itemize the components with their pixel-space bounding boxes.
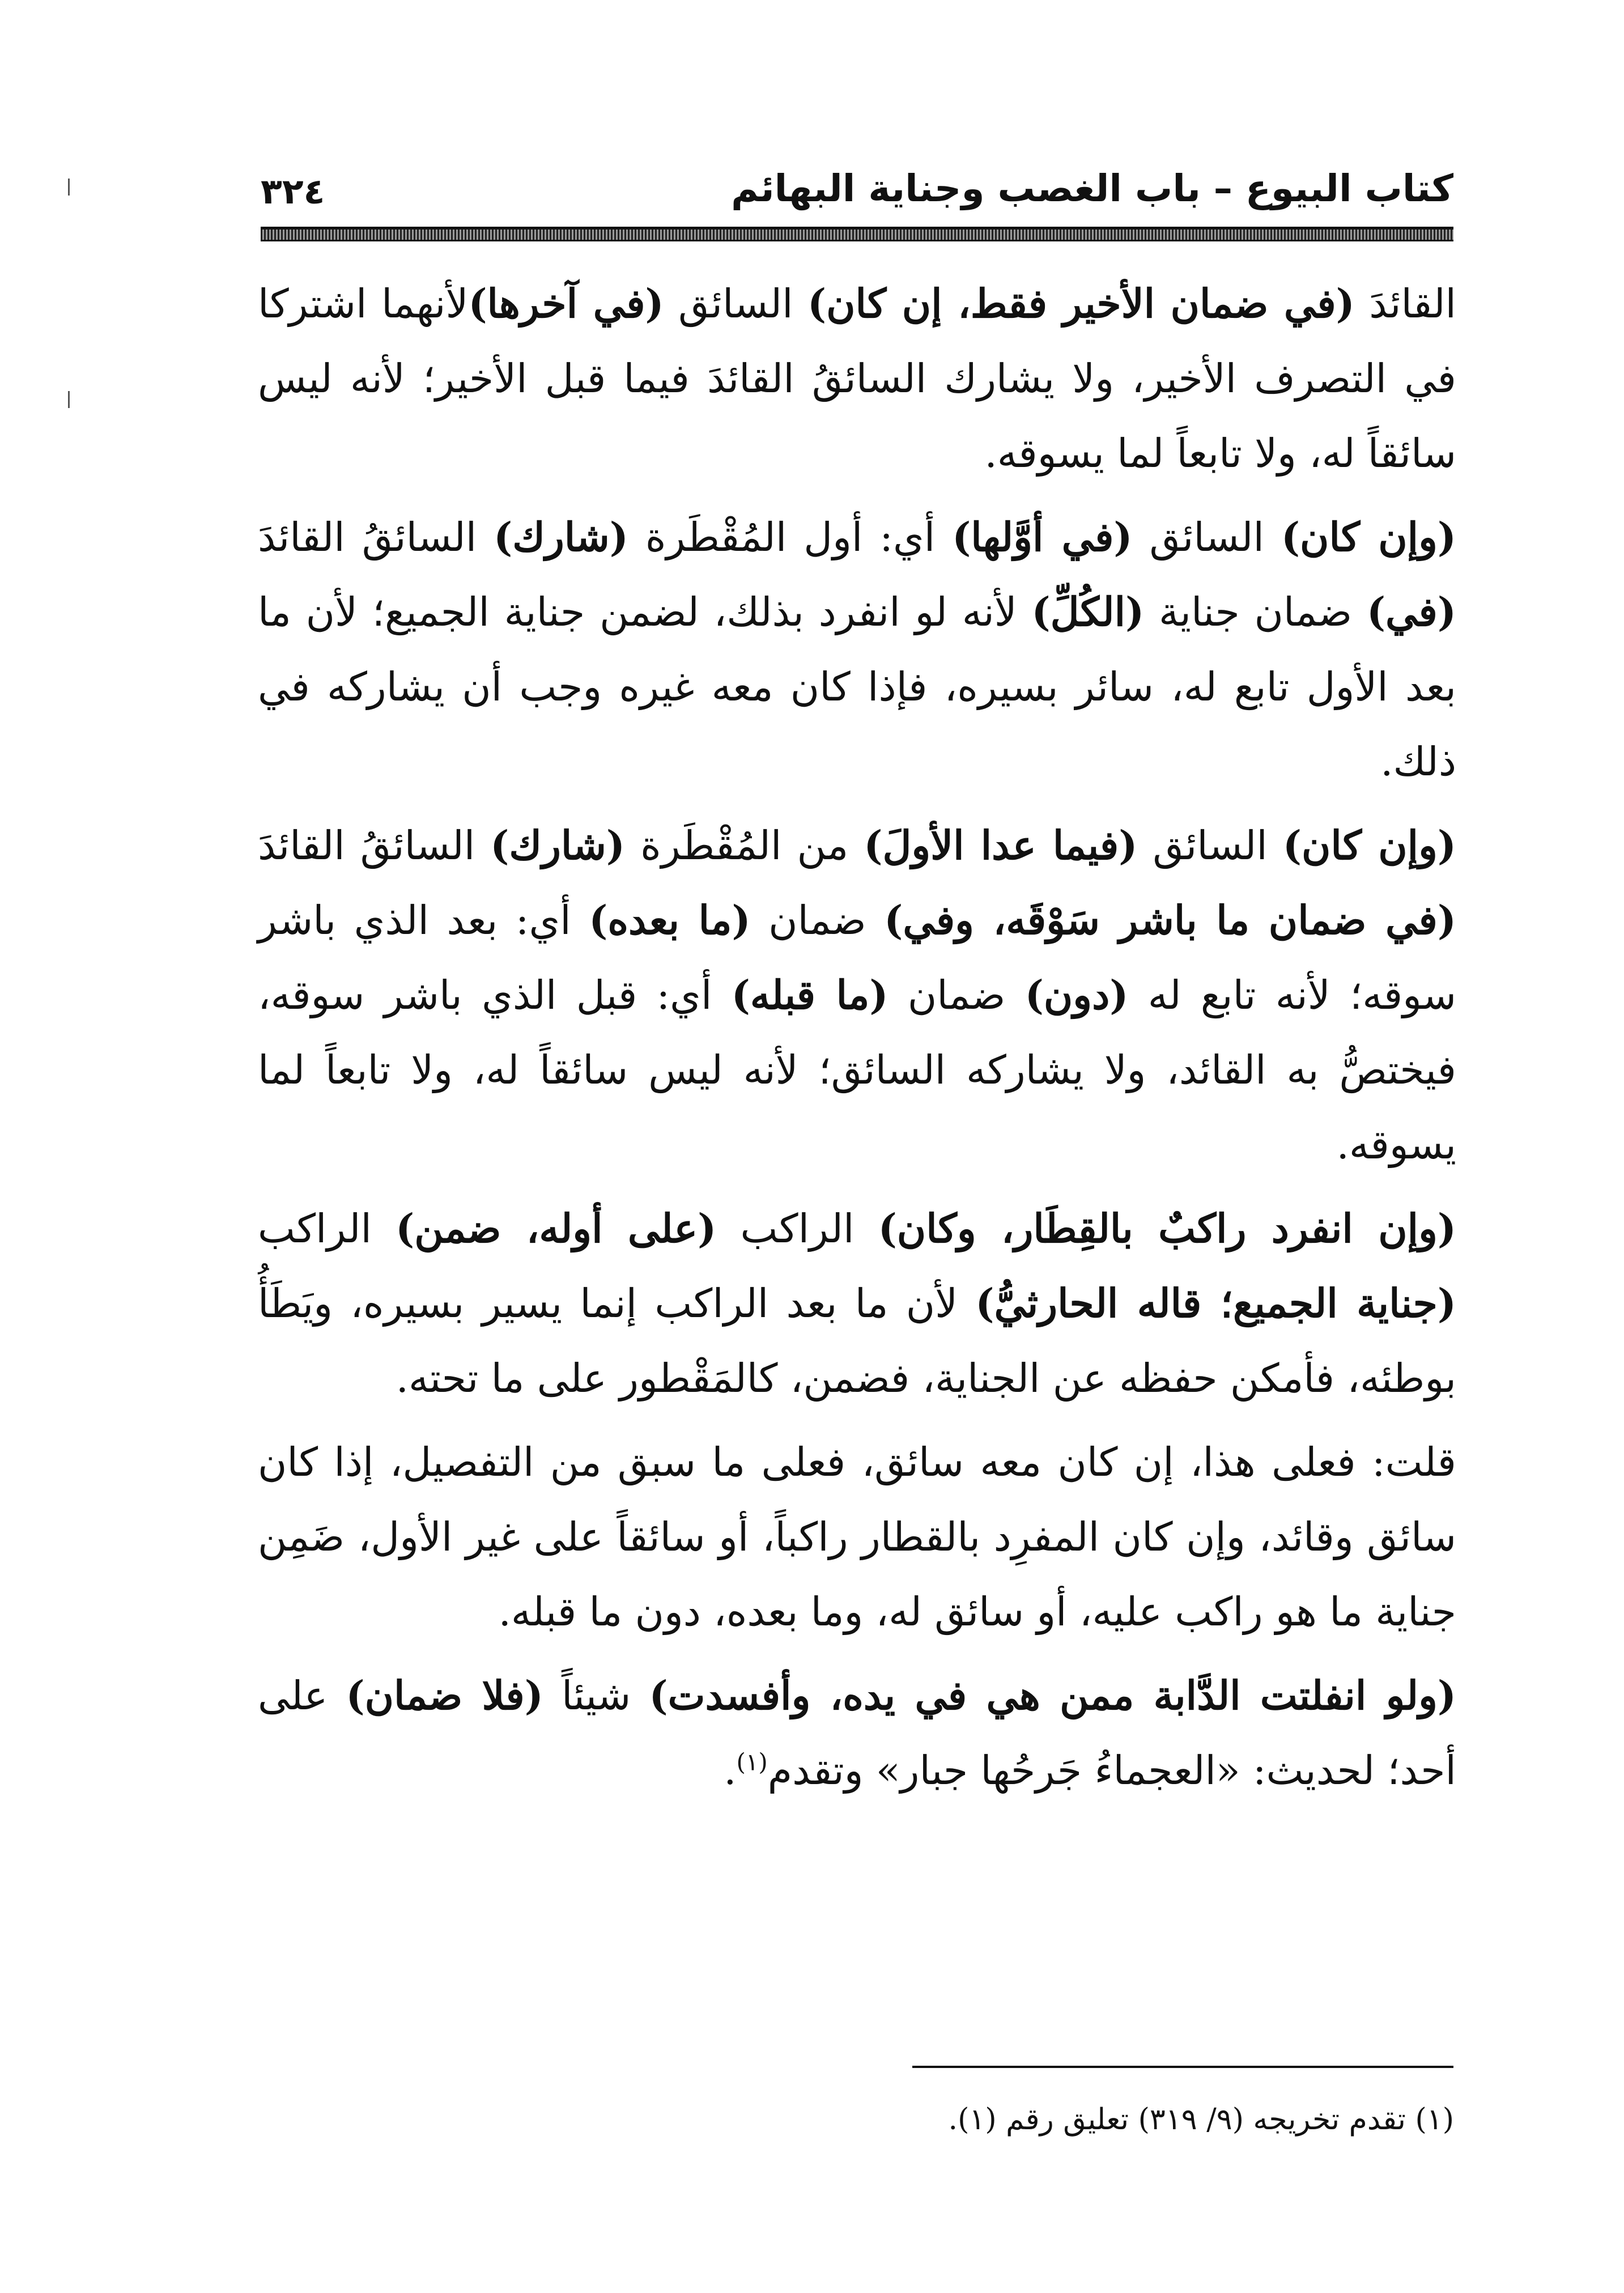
matn-text: (وإن انفرد راكبٌ بالقِطَار، وكان) [878, 1205, 1457, 1252]
matn-text: (في) [1366, 588, 1456, 635]
matn-text: (الكُلِّ) [1031, 588, 1145, 635]
page-number: ٣٢٤ [261, 171, 325, 212]
sharh-text: القائدَ [1354, 281, 1456, 327]
sharh-text: شيئاً [543, 1672, 649, 1719]
sharh-text: ضمان جناية [1144, 589, 1367, 635]
footnote: (١) تقدم تخريجه (٩/ ٣١٩) تعليق رقم (١). [948, 2103, 1454, 2137]
paragraph [258, 1191, 1456, 1416]
matn-text: (وإن كان) [1282, 822, 1457, 869]
matn-text: (في آخرها) [468, 280, 664, 327]
sharh-text: الراكب [258, 1205, 396, 1252]
paragraph [258, 500, 1456, 799]
paragraph [258, 1425, 1456, 1649]
matn-text: (في ضمان ما باشر سَوْقَه، وفي) [884, 897, 1456, 944]
sharh-text: السائق [664, 281, 807, 327]
sharh-text: الراكب [716, 1205, 878, 1252]
sharh-text: ضمان [750, 897, 885, 944]
matn-text: (شارك) [490, 822, 626, 869]
body-text [258, 266, 1456, 1817]
sharh-text: على أحد؛ لحديث: «العجماءُ جَرحُها جبار» وتقدم [258, 1672, 1456, 1794]
sharh-text: السائق [1137, 822, 1283, 869]
matn-text: (في أوَّلها) [952, 513, 1133, 560]
sharh-text: السائقُ القائدَ [258, 514, 494, 560]
matn-text: (على أوله، ضمن) [396, 1205, 717, 1252]
footnote-rule [912, 2066, 1453, 2068]
sharh-text: ضمان [888, 972, 1025, 1018]
paragraph [258, 808, 1456, 1182]
paragraph [258, 1658, 1456, 1808]
matn-text: (وإن كان) [1281, 513, 1457, 560]
footnote-reference: (١) [736, 1748, 768, 1776]
matn-text: (ما بعده) [589, 897, 751, 944]
paragraph [258, 266, 1456, 491]
sharh-text: السائقُ القائدَ [258, 822, 491, 869]
matn-text: (ولو انفلتت الدَّابة ممن هي في يده، وأفسدت) [649, 1672, 1456, 1719]
sharh-text: أي: بعد الذي باشر سوقه؛ لأنه تابع له [258, 897, 1456, 1018]
matn-text: (فيما عدا الأولَ) [864, 822, 1138, 869]
sharh-text: . [724, 1747, 737, 1794]
sharh-text: السائق [1132, 514, 1281, 560]
matn-text: (ما قبله) [731, 971, 888, 1018]
matn-text: (في ضمان الأخير فقط، إن كان) [807, 280, 1355, 327]
sharh-text: لأن ما بعد الراكب إنما يسير بسيره، ويَطَأُ بوطئه، فأمكن حفظه عن الجناية، فضمن، كالمَقْطور على ما تحته. [258, 1280, 1456, 1402]
matn-text: (جناية الجميع؛ قاله الحارثيُّ) [975, 1280, 1456, 1327]
matn-text: (فلا ضمان) [346, 1672, 543, 1719]
header-rule [261, 227, 1453, 241]
matn-text: (شارك) [494, 513, 628, 560]
sharh-text: أي: قبل الذي باشر سوقه، فيختصُّ به القائد، ولا يشاركه السائق؛ لأنه ليس سائقاً له، ولا تابعاً لما يسوقه. [258, 972, 1456, 1168]
sharh-text: أي: أول المُقْطَرة [628, 514, 953, 560]
margin-mark [68, 179, 70, 196]
sharh-text: قلت: فعلى هذا، إن كان معه سائق، فعلى ما سبق من التفصيل، إذا كان سائق وقائد، وإن كان المفرِد بالقطار راكباً، أو سائقاً على غير الأول، ضَمِن جناية ما هو راكب عليه، أو سائق له، وما بعده، دون ما قبله. [258, 1439, 1456, 1635]
sharh-text: من المُقْطَرة [625, 822, 864, 869]
sharh-text: لأنهما اشتركا في التصرف الأخير، ولا يشارك السائقُ القائدَ فيما قبل الأخير؛ لأنه ليس سائقاً له، ولا تابعاً لما يسوقه. [258, 281, 1456, 477]
matn-text: (دون) [1024, 971, 1129, 1018]
sharh-text: لأنه لو انفرد بذلك، لضمن جناية الجميع؛ لأن ما بعد الأول تابع له، سائر بسيره، فإذا كان معه غيره وجب أن يشاركه في ذلك. [258, 589, 1456, 785]
margin-mark [68, 391, 70, 408]
running-title: كتاب البيوع – باب الغصب وجناية البهائم [731, 167, 1453, 210]
